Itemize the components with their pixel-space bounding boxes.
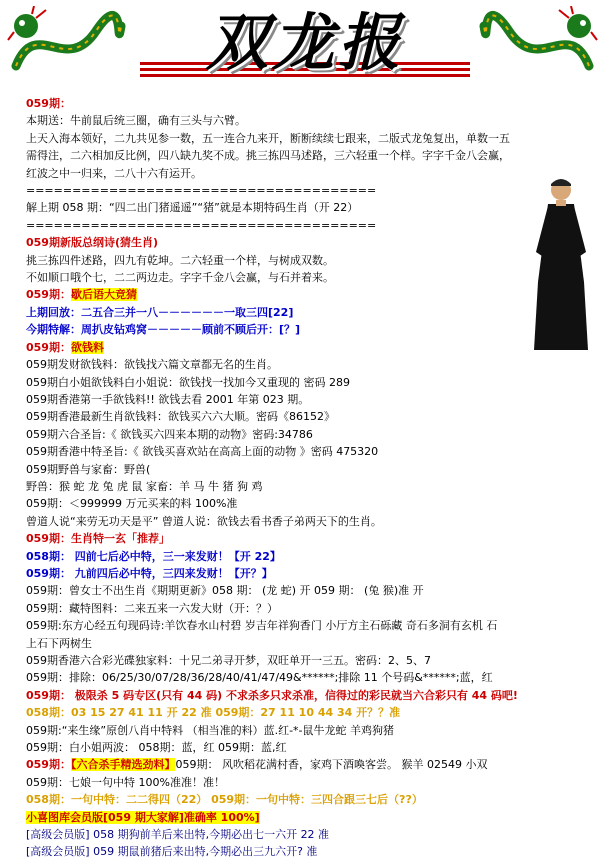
article-line xyxy=(26,774,581,791)
article-line xyxy=(26,722,581,739)
article-line xyxy=(26,112,581,129)
line-segment: 059期：曾女士不出生肖《期期更新》058 期： (龙 蛇) 开 059 期： (兔 猴)准 开 xyxy=(26,584,424,598)
line-segment: ====================================== xyxy=(26,184,377,198)
article-line xyxy=(26,443,581,460)
line-segment: [高级会员版] 059 期鼠前猪后来出特,今期必出三九六开? 准 xyxy=(26,845,318,859)
line-segment: 058期： 四前七后必中特，三一来发财！【开 22】 xyxy=(26,549,281,563)
line-segment: 059期： xyxy=(26,340,71,354)
line-segment: 059期： 风吹稻花满村香，家鸡下酒喚客尝。 猴羊 02549 小双 xyxy=(175,758,488,772)
article-line xyxy=(26,635,581,652)
article-line xyxy=(26,374,581,391)
right-dragon-icon xyxy=(479,6,599,86)
line-segment: 058期：03 15 27 41 11 开 22 准 059期：27 11 10 44 34 开？？准 xyxy=(26,706,401,720)
line-segment: 059期： 九前四后必中特，三四来发财！【开？】 xyxy=(26,566,273,580)
line-segment: 上天入海本领好，二九共见参一数，五一连合九来开，断断续续七跟来，二版式龙兔复出，单数一五 xyxy=(26,131,510,145)
line-segment: 059期： 极限杀 5 码专区(只有 44 码) 不求杀多只求杀准，信得过的彩民就当六合彩只有 44 码吧! xyxy=(26,688,518,702)
line-segment: 059期：生肖特一玄「推荐」 xyxy=(26,532,170,546)
line-segment: 059期香港中特圣旨:《 欲钱买喜欢站在高高上面的动物 》密码 475320 xyxy=(26,445,379,459)
line-segment: 歇后语大竞猜 xyxy=(70,288,137,302)
article-line xyxy=(26,130,581,147)
line-segment: 059期香港最新生肖欲钱料：欲钱买六六大顺。密码《86152》 xyxy=(26,410,335,424)
article-line xyxy=(26,756,581,773)
line-segment: 今期特解：周扒皮钻鸡窝－－－－－顾前不顾后开：[？] xyxy=(26,323,301,337)
line-segment: 059期： xyxy=(26,288,71,302)
line-segment: ====================================== xyxy=(26,218,377,232)
article-body xyxy=(26,95,581,861)
article-line xyxy=(26,704,581,721)
line-segment: 解上期 058 期：“四二出门猪遥遥”“猪”就是本期特码生肖（开 22） xyxy=(26,201,359,215)
line-segment: 059期六合圣旨:《 欲钱买六四来本期的动物》密码:34786 xyxy=(26,427,313,441)
article-line xyxy=(26,565,581,582)
article-line xyxy=(26,652,581,669)
article-line xyxy=(26,426,581,443)
line-segment: 【六合杀手精选劲料】 xyxy=(70,758,176,772)
article-line xyxy=(26,147,581,164)
line-segment: 059期发财欲钱料：欲钱找六篇文章都无名的生肖。 xyxy=(26,358,278,372)
line-segment: 059期:东方心经五句现码诗:羊饮春水山村碧 岁吉年祥狗香门 小厅方主石砾藏 奇石多洞有玄机 石 xyxy=(26,619,498,633)
article-line xyxy=(26,304,581,321)
line-segment: 059期香港第一手欲钱料!! 欲钱去看 2001 年第 023 期。 xyxy=(26,392,310,406)
line-segment: 059期：＜999999 万元买来的料 100%准 xyxy=(26,497,238,511)
article-line xyxy=(26,495,581,512)
line-segment: 不如顺口哦个七，二二两边走。字字千金八会赢，与石并着来。 xyxy=(26,271,334,285)
article-line xyxy=(26,199,581,216)
line-segment: 059期：藏特图料：二来五来一六发大财（开：？） xyxy=(26,601,278,615)
line-segment: 红波之中一归来，二八十六有运开。 xyxy=(26,166,202,180)
article-line xyxy=(26,739,581,756)
line-segment: [高级会员版] 058 期狗前羊后来出特,今期必出七一六开 22 准 xyxy=(26,828,330,842)
line-segment: 059期：排除：06/25/30/07/28/36/28/40/41/47/49&******;排除 11 个号码&******;蓝，红 xyxy=(26,671,493,685)
line-segment: 上石下两树生 xyxy=(26,636,92,650)
line-segment: 059期：白小姐两波： 058期：蓝，红 059期：蓝,红 xyxy=(26,741,287,755)
article-line xyxy=(26,582,581,599)
article-line xyxy=(26,252,581,269)
article-line xyxy=(26,513,581,530)
article-line xyxy=(26,669,581,686)
article-line xyxy=(26,269,581,286)
line-segment: 059期新版总纲诗(猜生肖) xyxy=(26,236,159,250)
article-line xyxy=(26,356,581,373)
article-line xyxy=(26,530,581,547)
page-title: 双龙报 xyxy=(205,6,404,79)
line-segment: 曾道人说“来劳无功天是平” 曾道人说：欲钱去看书香子弟两天下的生肖。 xyxy=(26,514,382,528)
article-line xyxy=(26,95,581,112)
line-segment: 本期送：牛前鼠后统三圈，确有三头与六臂。 xyxy=(26,114,246,128)
line-segment: 059期香港六合彩光碟独家料：十兄二弟寻开梦，双旺单开一三五。密码：2、5、7 xyxy=(26,654,431,667)
article-line xyxy=(26,408,581,425)
article-line xyxy=(26,826,581,843)
line-segment: 小喜图库会员版[059 期大家解]准确率 100%] xyxy=(26,810,260,824)
article-line xyxy=(26,321,581,338)
line-segment: 挑三拣四件述路，四九有乾坤。二六轻重一个样，与树成双数。 xyxy=(26,253,334,267)
article-line xyxy=(26,286,581,303)
line-segment: 059期:“来生缘”原创八肖中特料 （相当准的料）蓝.红-*-鼠牛龙蛇 羊鸡狗猪 xyxy=(26,723,395,737)
article-line xyxy=(26,182,581,199)
line-segment: 059期： xyxy=(26,758,71,772)
article-line xyxy=(26,339,581,356)
masthead xyxy=(0,0,605,92)
line-segment: 野兽：猴 蛇 龙 兔 虎 鼠 家畜：羊 马 牛 猪 狗 鸡 xyxy=(26,479,263,493)
line-segment: 上期回放：二五合三并一八－－－－－－一取三四[22] xyxy=(26,305,294,319)
line-segment: 需得注，二六相加反比例，四八缺九奖不成。挑三拣四马述路，三六轻重一个样。字字千金八会赢， xyxy=(26,149,510,163)
line-segment: 059期野兽与家畜：野兽( xyxy=(26,462,151,476)
article-line xyxy=(26,461,581,478)
left-dragon-icon xyxy=(6,6,126,86)
article-line xyxy=(26,809,581,826)
line-segment: 059期白小姐欲钱料白小姐说：欲钱找一找加今又重现的 密码 289 xyxy=(26,375,350,389)
article-line xyxy=(26,687,581,704)
article-line xyxy=(26,165,581,182)
article-line xyxy=(26,478,581,495)
article-line xyxy=(26,391,581,408)
article-line xyxy=(26,548,581,565)
article-line xyxy=(26,600,581,617)
article-line xyxy=(26,617,581,634)
line-segment: 059期： xyxy=(26,97,71,110)
article-line xyxy=(26,791,581,808)
article-line xyxy=(26,217,581,234)
article-line xyxy=(26,234,581,251)
line-segment: 059期：七娘一句中特 100%准准！准！ xyxy=(26,775,225,789)
line-segment: 058期：一句中特：二二得四（22） 059期：一句中特：三四合跟三七后（??） xyxy=(26,793,423,807)
article-line xyxy=(26,843,581,860)
line-segment: 欲钱料 xyxy=(70,340,104,354)
